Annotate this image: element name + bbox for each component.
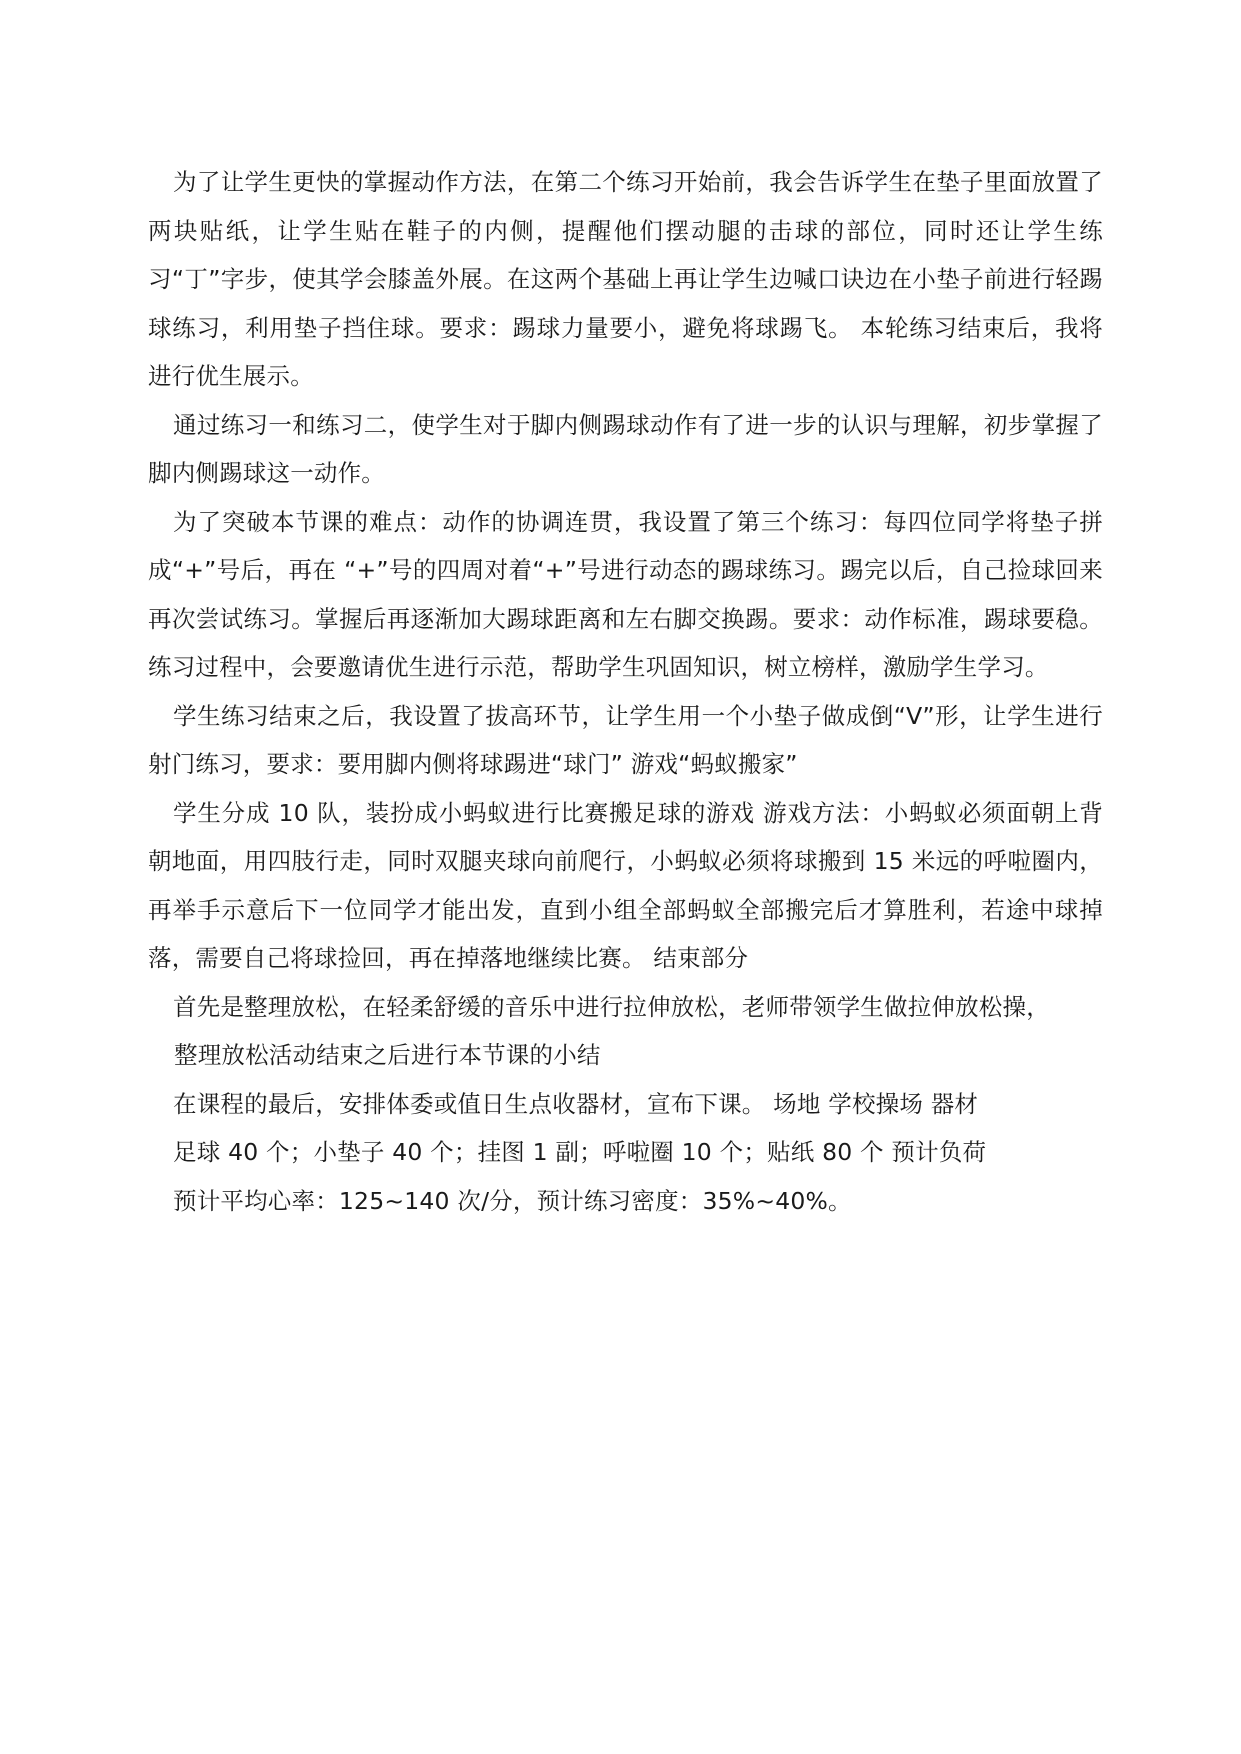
paragraph-venue: 在课程的最后，安排体委或值日生点收器材，宣布下课。 场地 学校操场 器材 (173, 1089, 979, 1118)
paragraph-cooldown: 首先是整理放松，在轻柔舒缓的音乐中进行拉伸放松，老师带领学生做拉伸放松操， (173, 992, 1050, 1021)
paragraph-ant-game: 学生分成 10 队，装扮成小蚂蚁进行比赛搬足球的游戏 游戏方法：小蚂蚁必须面朝上背朝地面，用四肢行走，同时双腿夹球向前爬行，小蚂蚁必须将球搬到 15 米远的呼啦圈内，再举手示意后下一位同学才能出发，直到小组全部蚂蚁全部搬完后才算胜利，若途中球掉落，需要自己将球捡回，再在掉落地继续比赛。 结束部分 (148, 798, 1103, 972)
paragraph-lesson-summary: 整理放松活动结束之后进行本节课的小结 (174, 1041, 601, 1069)
paragraph-practice-two: 为了让学生更快的掌握动作方法，在第二个练习开始前，我会告诉学生在垫子里面放置了两块贴纸，让学生贴在鞋子的内侧，提醒他们摆动腿的击球的部位，同时还让学生练习“丁”字步，使其学会膝盖外展。在这两个基础上再让学生边喊口诀边在小垫子前进行轻踢球练习，利用垫子挡住球。要求：踢球力量要小，避免将球踢飞。 本轮练习结束后，我将进行优生展示。 (148, 168, 1103, 390)
paragraph-equipment: 足球 40 个；小垫子 40 个；挂图 1 副；呼啦圈 10 个；贴纸 80 个 预计负荷 (173, 1138, 987, 1166)
paragraph-expected-load: 预计平均心率：125~140 次/分，预计练习密度：35%~40%。 (173, 1186, 852, 1215)
paragraph-practice-three: 为了突破本节课的难点：动作的协调连贯，我设置了第三个练习：每四位同学将垫子拼成“+”号后，再在 “+”号的四周对着“+”号进行动态的踢球练习。踢完以后，自己捡球回来再次尝试练习。掌握后再逐渐加大踢球距离和左右脚交换踢。要求：动作标准，踢球要稳。 练习过程中，会要邀请优生进行示范，帮助学生巩固知识，树立榜样，激励学生学习。 (148, 507, 1103, 681)
paragraph-summary-practice: 通过练习一和练习二，使学生对于脚内侧踢球动作有了进一步的认识与理解，初步掌握了脚内侧踢球这一动作。 (148, 410, 1103, 487)
document-body (148, 158, 1103, 1225)
paragraph-advanced-shooting: 学生练习结束之后，我设置了拔高环节，让学生用一个小垫子做成倒“V”形，让学生进行射门练习，要求：要用脚内侧将球踢进“球门” 游戏“蚂蚁搬家” (148, 701, 1103, 778)
